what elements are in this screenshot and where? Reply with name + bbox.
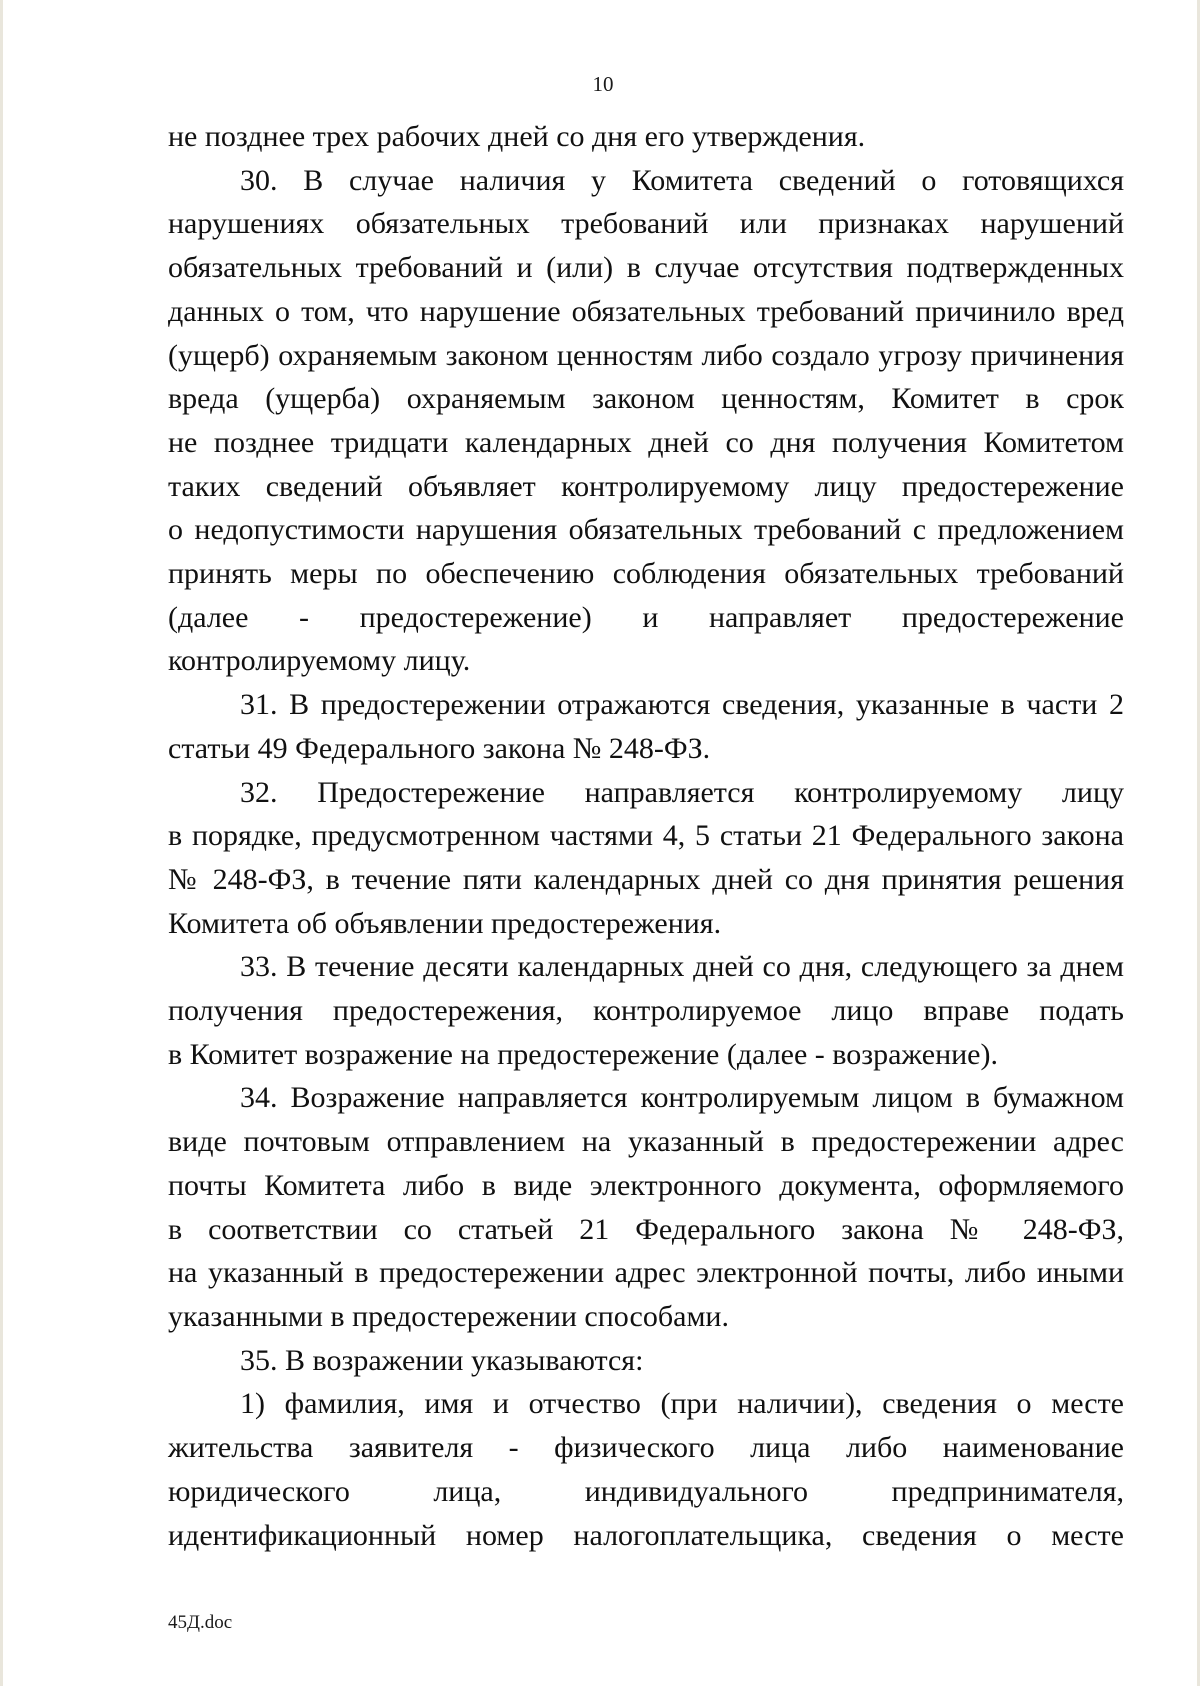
text-line: (далее - предостережение) и направляет предостережение bbox=[168, 600, 1124, 634]
text-line: идентификационный номер налогоплательщика, сведения о месте bbox=[168, 1518, 1124, 1552]
text-line: указанными в предостережении способами. bbox=[168, 1299, 729, 1333]
text-line: о недопустимости нарушения обязательных требований с предложением bbox=[168, 513, 1124, 547]
text-line: № 248-ФЗ, в течение пяти календарных дней со дня принятия решения bbox=[168, 862, 1124, 896]
text-line: 30. В случае наличия у Комитета сведений о готовящихся bbox=[240, 163, 1124, 197]
document-body bbox=[168, 115, 1124, 1557]
text-line: нарушениях обязательных требований или признаках нарушений bbox=[168, 207, 1124, 241]
text-line: жительства заявителя - физического лица либо наименование bbox=[168, 1431, 1124, 1465]
text-line: контролируемому лицу. bbox=[168, 644, 471, 678]
text-line: на указанный в предостережении адрес электронной почты, либо иными bbox=[168, 1256, 1124, 1290]
text-line: 34. Возражение направляется контролируемым лицом в бумажном bbox=[240, 1081, 1124, 1115]
text-line: статьи 49 Федерального закона № 248-ФЗ. bbox=[168, 731, 711, 765]
text-line: 32. Предостережение направляется контролируемому лицу bbox=[240, 775, 1124, 809]
text-line: почты Комитета либо в виде электронного документа, оформляемого bbox=[168, 1168, 1124, 1202]
text-line: в порядке, предусмотренном частями 4, 5 статьи 21 Федерального закона bbox=[168, 819, 1124, 853]
text-line: в соответствии со статьей 21 Федерального закона № 248-ФЗ, bbox=[168, 1212, 1124, 1246]
text-line: юридического лица, индивидуального предпринимателя, bbox=[168, 1474, 1124, 1508]
text-line: принять меры по обеспечению соблюдения обязательных требований bbox=[168, 557, 1124, 591]
text-line: в Комитет возражение на предостережение (далее - возражение). bbox=[168, 1037, 998, 1071]
text-line: 1) фамилия, имя и отчество (при наличии), сведения о месте bbox=[240, 1387, 1124, 1421]
text-line: не позднее трех рабочих дней со дня его утверждения. bbox=[168, 120, 866, 153]
text-line: (ущерб) охраняемым законом ценностям либо создало угрозу причинения bbox=[168, 338, 1124, 372]
text-line: не позднее тридцати календарных дней со дня получения Комитетом bbox=[168, 425, 1124, 459]
text-line: Комитета об объявлении предостережения. bbox=[168, 906, 722, 940]
text-line: 35. В возражении указываются: bbox=[240, 1343, 644, 1377]
text-line: обязательных требований и (или) в случае отсутствия подтвержденных bbox=[168, 251, 1124, 285]
text-line: 31. В предостережении отражаются сведения, указанные в части 2 bbox=[240, 688, 1124, 722]
page-number: 10 bbox=[592, 72, 614, 96]
text-line: виде почтовым отправлением на указанный в предостережении адрес bbox=[168, 1125, 1124, 1159]
text-line: таких сведений объявляет контролируемому лицу предостережение bbox=[168, 469, 1124, 503]
text-line: вреда (ущерба) охраняемым законом ценностям, Комитет в срок bbox=[168, 382, 1124, 416]
text-line: 33. В течение десяти календарных дней со дня, следующего за днем bbox=[240, 950, 1124, 984]
text-line: данных о том, что нарушение обязательных требований причинило вред bbox=[168, 294, 1124, 328]
text-line: получения предостережения, контролируемое лицо вправе подать bbox=[168, 994, 1124, 1028]
footer-filename: 45Д.doc bbox=[168, 1612, 233, 1633]
